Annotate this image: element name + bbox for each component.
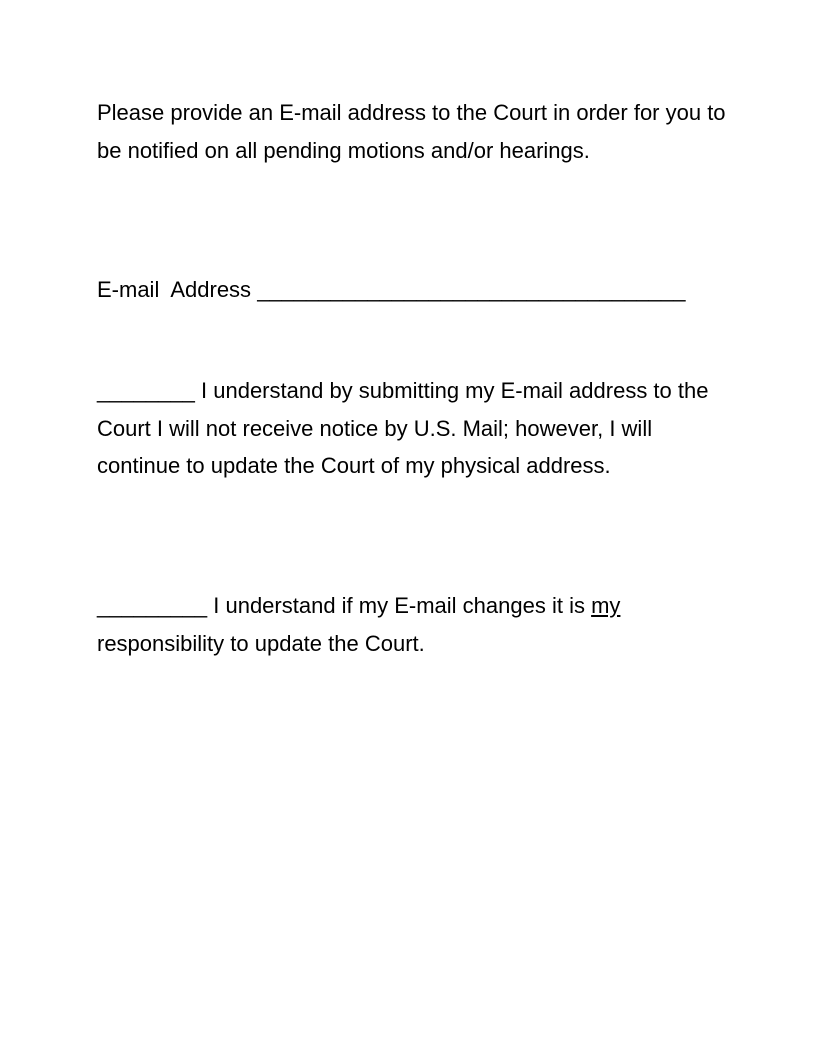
- email-address-blank[interactable]: ___________________________________: [257, 277, 686, 302]
- initials-blank-1[interactable]: ________: [97, 378, 195, 403]
- emphasis-my: my: [591, 593, 621, 618]
- acknowledgement-email-changes-text-before: I understand if my E-mail changes it is: [213, 593, 585, 618]
- notice-instructions-text: Please provide an E-mail address to the Court in order for you to be notified on all pending motions and/or hearings.: [97, 100, 726, 163]
- initials-blank-2[interactable]: _________: [97, 593, 208, 618]
- notice-instructions: [97, 94, 737, 169]
- acknowledgement-email-changes-text-after: responsibility to update the Court.: [97, 630, 425, 656]
- email-address-line: [97, 271, 737, 309]
- email-address-label: E-mail Address: [97, 277, 252, 302]
- acknowledgement-email-changes: [97, 587, 737, 662]
- acknowledgement-us-mail: [97, 372, 737, 485]
- acknowledgement-us-mail-text: I understand by submitting my E-mail address to the Court I will not receive notice by U.S. Mail; however, I will continue to update the Court of my physical address.: [97, 378, 709, 478]
